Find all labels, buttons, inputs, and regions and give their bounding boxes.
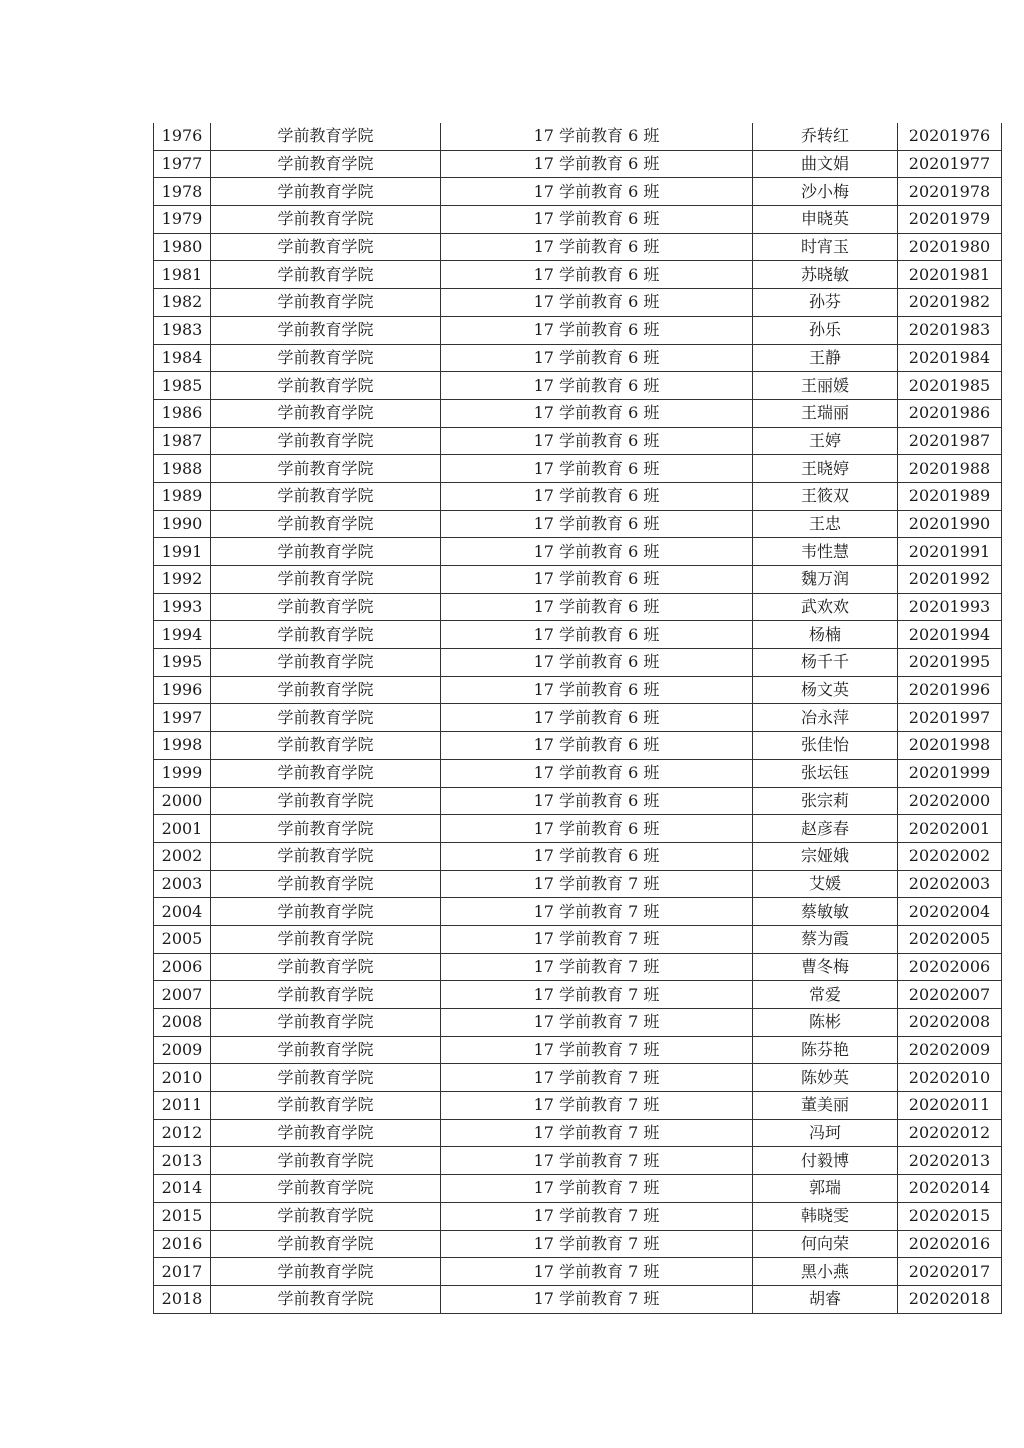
cell-college: 学前教育学院 — [211, 676, 441, 704]
cell-student-id: 20202012 — [898, 1119, 1002, 1147]
cell-college: 学前教育学院 — [211, 206, 441, 234]
cell-name: 韦性慧 — [753, 538, 898, 566]
cell-seq: 2018 — [154, 1285, 211, 1313]
cell-seq: 2015 — [154, 1202, 211, 1230]
table-row — [154, 787, 1002, 815]
table-row — [154, 1092, 1002, 1120]
cell-student-id: 20202014 — [898, 1175, 1002, 1203]
cell-seq: 1980 — [154, 233, 211, 261]
cell-name: 冶永萍 — [753, 704, 898, 732]
table-row — [154, 372, 1002, 400]
cell-seq: 1979 — [154, 206, 211, 234]
cell-class: 17 学前教育 6 班 — [441, 482, 753, 510]
cell-class: 17 学前教育 6 班 — [441, 427, 753, 455]
table-row — [154, 427, 1002, 455]
cell-seq: 1997 — [154, 704, 211, 732]
cell-name: 胡睿 — [753, 1285, 898, 1313]
cell-name: 董美丽 — [753, 1092, 898, 1120]
table-row — [154, 649, 1002, 677]
cell-college: 学前教育学院 — [211, 898, 441, 926]
cell-class: 17 学前教育 7 班 — [441, 925, 753, 953]
cell-class: 17 学前教育 6 班 — [441, 150, 753, 178]
cell-name: 蔡为霞 — [753, 925, 898, 953]
cell-student-id: 20202008 — [898, 1009, 1002, 1037]
cell-class: 17 学前教育 7 班 — [441, 1064, 753, 1092]
table-row — [154, 981, 1002, 1009]
cell-class: 17 学前教育 6 班 — [441, 289, 753, 317]
cell-college: 学前教育学院 — [211, 815, 441, 843]
roster-table-body — [154, 123, 1002, 1313]
cell-class: 17 学前教育 6 班 — [441, 759, 753, 787]
cell-class: 17 学前教育 6 班 — [441, 815, 753, 843]
cell-seq: 1977 — [154, 150, 211, 178]
cell-seq: 2007 — [154, 981, 211, 1009]
cell-student-id: 20201977 — [898, 150, 1002, 178]
cell-seq: 1982 — [154, 289, 211, 317]
cell-name: 张宗莉 — [753, 787, 898, 815]
cell-class: 17 学前教育 6 班 — [441, 123, 753, 150]
cell-name: 时宵玉 — [753, 233, 898, 261]
student-roster-table — [153, 123, 1002, 1314]
cell-name: 常爱 — [753, 981, 898, 1009]
cell-class: 17 学前教育 7 班 — [441, 1092, 753, 1120]
table-row — [154, 566, 1002, 594]
cell-college: 学前教育学院 — [211, 1147, 441, 1175]
cell-student-id: 20201990 — [898, 510, 1002, 538]
table-row — [154, 1147, 1002, 1175]
cell-class: 17 学前教育 6 班 — [441, 372, 753, 400]
cell-college: 学前教育学院 — [211, 538, 441, 566]
cell-college: 学前教育学院 — [211, 1202, 441, 1230]
cell-class: 17 学前教育 6 班 — [441, 316, 753, 344]
cell-seq: 2000 — [154, 787, 211, 815]
cell-college: 学前教育学院 — [211, 1230, 441, 1258]
cell-college: 学前教育学院 — [211, 870, 441, 898]
table-row — [154, 815, 1002, 843]
cell-student-id: 20201998 — [898, 732, 1002, 760]
cell-college: 学前教育学院 — [211, 1009, 441, 1037]
table-row — [154, 1064, 1002, 1092]
table-row — [154, 399, 1002, 427]
cell-college: 学前教育学院 — [211, 1175, 441, 1203]
cell-class: 17 学前教育 7 班 — [441, 870, 753, 898]
cell-student-id: 20201999 — [898, 759, 1002, 787]
cell-class: 17 学前教育 6 班 — [441, 593, 753, 621]
cell-class: 17 学前教育 6 班 — [441, 399, 753, 427]
cell-college: 学前教育学院 — [211, 621, 441, 649]
table-row — [154, 898, 1002, 926]
cell-name: 王瑞丽 — [753, 399, 898, 427]
cell-student-id: 20201989 — [898, 482, 1002, 510]
cell-class: 17 学前教育 7 班 — [441, 1258, 753, 1286]
cell-college: 学前教育学院 — [211, 732, 441, 760]
table-row — [154, 593, 1002, 621]
cell-seq: 2006 — [154, 953, 211, 981]
cell-class: 17 学前教育 7 班 — [441, 1230, 753, 1258]
cell-class: 17 学前教育 6 班 — [441, 732, 753, 760]
cell-class: 17 学前教育 6 班 — [441, 344, 753, 372]
cell-student-id: 20201992 — [898, 566, 1002, 594]
cell-seq: 1992 — [154, 566, 211, 594]
cell-college: 学前教育学院 — [211, 178, 441, 206]
cell-name: 杨楠 — [753, 621, 898, 649]
cell-college: 学前教育学院 — [211, 372, 441, 400]
cell-student-id: 20201995 — [898, 649, 1002, 677]
cell-name: 郭瑞 — [753, 1175, 898, 1203]
cell-seq: 1999 — [154, 759, 211, 787]
cell-college: 学前教育学院 — [211, 593, 441, 621]
cell-college: 学前教育学院 — [211, 344, 441, 372]
table-row — [154, 759, 1002, 787]
table-row — [154, 1285, 1002, 1313]
cell-class: 17 学前教育 6 班 — [441, 676, 753, 704]
cell-class: 17 学前教育 7 班 — [441, 1175, 753, 1203]
cell-name: 曹冬梅 — [753, 953, 898, 981]
table-row — [154, 925, 1002, 953]
cell-seq: 2005 — [154, 925, 211, 953]
cell-student-id: 20201981 — [898, 261, 1002, 289]
cell-student-id: 20201997 — [898, 704, 1002, 732]
cell-student-id: 20201983 — [898, 316, 1002, 344]
cell-name: 艾媛 — [753, 870, 898, 898]
cell-class: 17 学前教育 6 班 — [441, 233, 753, 261]
cell-student-id: 20202016 — [898, 1230, 1002, 1258]
cell-class: 17 学前教育 6 班 — [441, 206, 753, 234]
cell-college: 学前教育学院 — [211, 1064, 441, 1092]
cell-seq: 2011 — [154, 1092, 211, 1120]
cell-name: 申晓英 — [753, 206, 898, 234]
cell-class: 17 学前教育 6 班 — [441, 178, 753, 206]
table-row — [154, 289, 1002, 317]
table-row — [154, 150, 1002, 178]
table-row — [154, 178, 1002, 206]
cell-name: 杨文英 — [753, 676, 898, 704]
table-row — [154, 482, 1002, 510]
cell-college: 学前教育学院 — [211, 455, 441, 483]
cell-name: 王丽媛 — [753, 372, 898, 400]
cell-class: 17 学前教育 7 班 — [441, 981, 753, 1009]
table-row — [154, 704, 1002, 732]
cell-college: 学前教育学院 — [211, 981, 441, 1009]
cell-college: 学前教育学院 — [211, 289, 441, 317]
cell-seq: 1988 — [154, 455, 211, 483]
cell-college: 学前教育学院 — [211, 261, 441, 289]
table-row — [154, 510, 1002, 538]
table-row — [154, 1009, 1002, 1037]
cell-college: 学前教育学院 — [211, 233, 441, 261]
cell-seq: 1989 — [154, 482, 211, 510]
cell-college: 学前教育学院 — [211, 1258, 441, 1286]
cell-class: 17 学前教育 6 班 — [441, 455, 753, 483]
cell-seq: 1990 — [154, 510, 211, 538]
cell-seq: 1991 — [154, 538, 211, 566]
cell-seq: 1978 — [154, 178, 211, 206]
cell-class: 17 学前教育 6 班 — [441, 704, 753, 732]
cell-college: 学前教育学院 — [211, 925, 441, 953]
cell-name: 陈彬 — [753, 1009, 898, 1037]
table-row — [154, 344, 1002, 372]
cell-name: 陈妙英 — [753, 1064, 898, 1092]
cell-college: 学前教育学院 — [211, 150, 441, 178]
cell-name: 曲文娟 — [753, 150, 898, 178]
table-row — [154, 732, 1002, 760]
table-row — [154, 870, 1002, 898]
cell-student-id: 20201980 — [898, 233, 1002, 261]
cell-student-id: 20201996 — [898, 676, 1002, 704]
cell-student-id: 20201986 — [898, 399, 1002, 427]
cell-student-id: 20202009 — [898, 1036, 1002, 1064]
table-row — [154, 1175, 1002, 1203]
cell-name: 韩晓雯 — [753, 1202, 898, 1230]
cell-college: 学前教育学院 — [211, 482, 441, 510]
cell-student-id: 20202010 — [898, 1064, 1002, 1092]
cell-name: 武欢欢 — [753, 593, 898, 621]
cell-name: 冯珂 — [753, 1119, 898, 1147]
cell-class: 17 学前教育 7 班 — [441, 898, 753, 926]
table-row — [154, 842, 1002, 870]
cell-student-id: 20201976 — [898, 123, 1002, 150]
cell-seq: 2002 — [154, 842, 211, 870]
cell-college: 学前教育学院 — [211, 1036, 441, 1064]
cell-class: 17 学前教育 6 班 — [441, 510, 753, 538]
table-row — [154, 261, 1002, 289]
cell-college: 学前教育学院 — [211, 649, 441, 677]
cell-seq: 1985 — [154, 372, 211, 400]
cell-seq: 1987 — [154, 427, 211, 455]
cell-name: 何向荣 — [753, 1230, 898, 1258]
cell-seq: 1998 — [154, 732, 211, 760]
cell-class: 17 学前教育 6 班 — [441, 261, 753, 289]
cell-seq: 2009 — [154, 1036, 211, 1064]
cell-name: 孙芬 — [753, 289, 898, 317]
table-row — [154, 676, 1002, 704]
table-row — [154, 1230, 1002, 1258]
cell-student-id: 20201993 — [898, 593, 1002, 621]
table-row — [154, 621, 1002, 649]
cell-seq: 2008 — [154, 1009, 211, 1037]
table-row — [154, 1258, 1002, 1286]
cell-seq: 2010 — [154, 1064, 211, 1092]
cell-name: 沙小梅 — [753, 178, 898, 206]
cell-seq: 2014 — [154, 1175, 211, 1203]
cell-class: 17 学前教育 7 班 — [441, 1202, 753, 1230]
cell-seq: 1996 — [154, 676, 211, 704]
cell-college: 学前教育学院 — [211, 399, 441, 427]
cell-class: 17 学前教育 7 班 — [441, 953, 753, 981]
cell-student-id: 20201987 — [898, 427, 1002, 455]
cell-student-id: 20202017 — [898, 1258, 1002, 1286]
cell-name: 黑小燕 — [753, 1258, 898, 1286]
cell-class: 17 学前教育 7 班 — [441, 1009, 753, 1037]
cell-student-id: 20201985 — [898, 372, 1002, 400]
cell-student-id: 20202000 — [898, 787, 1002, 815]
cell-name: 付毅博 — [753, 1147, 898, 1175]
cell-student-id: 20201978 — [898, 178, 1002, 206]
table-row — [154, 953, 1002, 981]
cell-college: 学前教育学院 — [211, 1119, 441, 1147]
cell-seq: 2017 — [154, 1258, 211, 1286]
cell-college: 学前教育学院 — [211, 759, 441, 787]
cell-name: 王静 — [753, 344, 898, 372]
cell-name: 乔转红 — [753, 123, 898, 150]
cell-class: 17 学前教育 7 班 — [441, 1036, 753, 1064]
cell-name: 孙乐 — [753, 316, 898, 344]
table-row — [154, 316, 1002, 344]
cell-student-id: 20202002 — [898, 842, 1002, 870]
cell-name: 张坛钰 — [753, 759, 898, 787]
cell-name: 魏万润 — [753, 566, 898, 594]
cell-student-id: 20202007 — [898, 981, 1002, 1009]
cell-class: 17 学前教育 6 班 — [441, 538, 753, 566]
cell-college: 学前教育学院 — [211, 1092, 441, 1120]
cell-college: 学前教育学院 — [211, 704, 441, 732]
cell-seq: 2012 — [154, 1119, 211, 1147]
cell-class: 17 学前教育 6 班 — [441, 621, 753, 649]
cell-class: 17 学前教育 6 班 — [441, 649, 753, 677]
cell-college: 学前教育学院 — [211, 123, 441, 150]
table-row — [154, 123, 1002, 150]
cell-student-id: 20201982 — [898, 289, 1002, 317]
cell-college: 学前教育学院 — [211, 427, 441, 455]
cell-student-id: 20201988 — [898, 455, 1002, 483]
cell-college: 学前教育学院 — [211, 316, 441, 344]
cell-college: 学前教育学院 — [211, 1285, 441, 1313]
cell-college: 学前教育学院 — [211, 787, 441, 815]
cell-name: 王晓婷 — [753, 455, 898, 483]
cell-name: 苏晓敏 — [753, 261, 898, 289]
cell-college: 学前教育学院 — [211, 953, 441, 981]
cell-seq: 1995 — [154, 649, 211, 677]
cell-name: 王筱双 — [753, 482, 898, 510]
cell-class: 17 学前教育 6 班 — [441, 842, 753, 870]
table-row — [154, 455, 1002, 483]
cell-student-id: 20202005 — [898, 925, 1002, 953]
cell-name: 赵彦春 — [753, 815, 898, 843]
cell-student-id: 20202011 — [898, 1092, 1002, 1120]
table-row — [154, 233, 1002, 261]
cell-name: 王婷 — [753, 427, 898, 455]
cell-student-id: 20202001 — [898, 815, 1002, 843]
cell-seq: 1976 — [154, 123, 211, 150]
table-row — [154, 538, 1002, 566]
cell-seq: 2004 — [154, 898, 211, 926]
table-row — [154, 1036, 1002, 1064]
cell-name: 陈芬艳 — [753, 1036, 898, 1064]
cell-seq: 1984 — [154, 344, 211, 372]
cell-seq: 1981 — [154, 261, 211, 289]
cell-class: 17 学前教育 6 班 — [441, 566, 753, 594]
cell-name: 宗娅娥 — [753, 842, 898, 870]
cell-name: 杨千千 — [753, 649, 898, 677]
cell-seq: 1983 — [154, 316, 211, 344]
cell-name: 蔡敏敏 — [753, 898, 898, 926]
cell-college: 学前教育学院 — [211, 510, 441, 538]
cell-seq: 1993 — [154, 593, 211, 621]
cell-student-id: 20202015 — [898, 1202, 1002, 1230]
cell-seq: 2016 — [154, 1230, 211, 1258]
table-row — [154, 206, 1002, 234]
cell-name: 张佳怡 — [753, 732, 898, 760]
cell-class: 17 学前教育 7 班 — [441, 1147, 753, 1175]
cell-student-id: 20202013 — [898, 1147, 1002, 1175]
cell-student-id: 20202006 — [898, 953, 1002, 981]
cell-student-id: 20202004 — [898, 898, 1002, 926]
cell-student-id: 20201984 — [898, 344, 1002, 372]
cell-class: 17 学前教育 7 班 — [441, 1285, 753, 1313]
cell-seq: 1994 — [154, 621, 211, 649]
table-row — [154, 1119, 1002, 1147]
cell-student-id: 20201991 — [898, 538, 1002, 566]
cell-name: 王忠 — [753, 510, 898, 538]
cell-college: 学前教育学院 — [211, 566, 441, 594]
table-row — [154, 1202, 1002, 1230]
cell-seq: 1986 — [154, 399, 211, 427]
cell-student-id: 20201979 — [898, 206, 1002, 234]
cell-class: 17 学前教育 6 班 — [441, 787, 753, 815]
cell-seq: 2013 — [154, 1147, 211, 1175]
cell-student-id: 20202003 — [898, 870, 1002, 898]
cell-student-id: 20201994 — [898, 621, 1002, 649]
cell-seq: 2003 — [154, 870, 211, 898]
cell-college: 学前教育学院 — [211, 842, 441, 870]
cell-student-id: 20202018 — [898, 1285, 1002, 1313]
cell-class: 17 学前教育 7 班 — [441, 1119, 753, 1147]
cell-seq: 2001 — [154, 815, 211, 843]
